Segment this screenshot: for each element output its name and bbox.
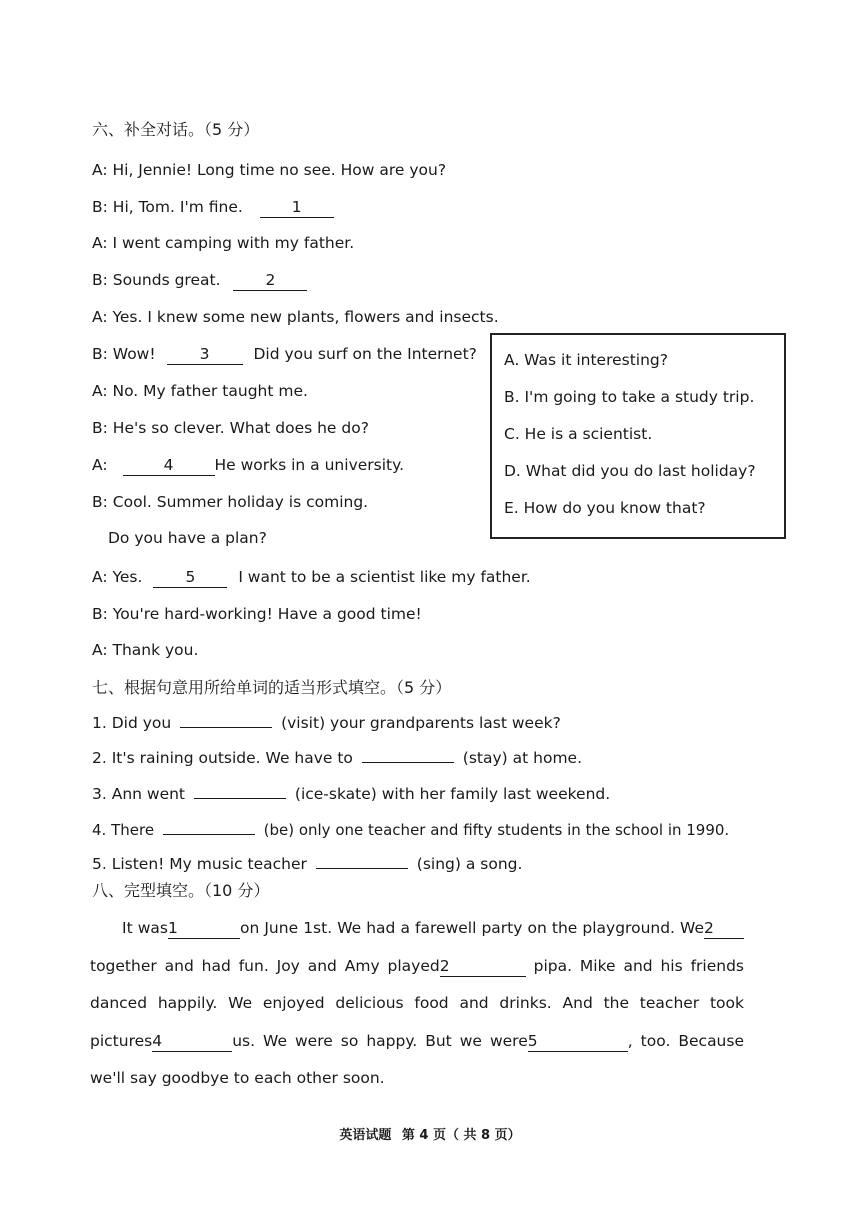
dialog-line-8: B: He's so clever. What does he do? (92, 419, 369, 437)
fill-item-text: 2. It's raining outside. We have to (92, 749, 353, 767)
fill-item-3 (92, 779, 610, 805)
answer-blank-2[interactable]: 2 (233, 271, 307, 291)
cloze-blank-4[interactable]: 4 (152, 1032, 232, 1052)
option-a: A. Was it interesting? (504, 351, 668, 369)
fill-blank-3[interactable] (194, 779, 286, 799)
section-8-heading: 八、完型填空。（10 分） (92, 881, 270, 900)
footer-subject: 英语试题 (339, 1128, 392, 1143)
passage-text: on June 1st. We had a farewell party on the playground. We (239, 919, 705, 937)
fill-blank-4[interactable] (163, 815, 255, 835)
cloze-passage (90, 910, 744, 1098)
dialog-text: B: Wow! (92, 345, 156, 363)
dialog-line-5: A: Yes. I knew some new plants, flowers and insects. (92, 308, 499, 326)
option-e: E. How do you know that? (504, 499, 706, 517)
answer-blank-1[interactable]: 1 (260, 198, 334, 218)
dialog-text: Did you surf on the Internet? (253, 345, 477, 363)
fill-item-text: 3. Ann went (92, 785, 186, 803)
dialog-line-3: A: I went camping with my father. (92, 234, 355, 252)
fill-blank-5[interactable] (316, 849, 408, 869)
passage-text: together and had fun. Joy and Amy played (90, 956, 440, 975)
dialog-text: B: Hi, Tom. I'm fine. (92, 198, 243, 216)
fill-item-text: 5. Listen! My music teacher (92, 855, 307, 873)
answer-blank-5[interactable]: 5 (153, 568, 227, 588)
cloze-blank-3[interactable]: 2 (440, 957, 526, 977)
dialog-text: He works in a university. (214, 456, 404, 474)
passage-text: pipa. Mike and his friends danced happily. We enjoyed delicious food and drinks. And the teacher took pictures (90, 956, 744, 1050)
fill-item-text: 4. There (92, 821, 155, 839)
dialog-line-9 (92, 454, 404, 476)
fill-item-text: 1. Did you (92, 714, 172, 732)
dialog-line-4 (92, 269, 307, 291)
dialog-line-2 (92, 196, 334, 218)
answer-blank-4[interactable]: 4 (123, 456, 215, 476)
dialog-text: A: (92, 456, 108, 474)
fill-item-5 (92, 849, 522, 875)
fill-item-text: (visit) your grandparents last week? (281, 714, 561, 732)
cloze-blank-2[interactable]: 2 (704, 919, 744, 939)
fill-item-1 (92, 708, 561, 734)
answer-blank-3[interactable]: 3 (167, 345, 243, 365)
fill-item-text: (be) only one teacher and fifty students in the school in 1990. (263, 821, 730, 839)
fill-item-text: (ice-skate) with her family last weekend. (294, 785, 611, 803)
dialog-line-13: B: You're hard-working! Have a good time! (92, 605, 422, 623)
option-b: B. I'm going to take a study trip. (504, 388, 755, 406)
dialog-line-11: Do you have a plan? (108, 529, 267, 547)
dialog-line-14: A: Thank you. (92, 641, 199, 659)
dialog-line-1: A: Hi, Jennie! Long time no see. How are you? (92, 161, 447, 179)
option-d: D. What did you do last holiday? (504, 462, 756, 480)
section-6-heading: 六、补全对话。（5 分） (92, 120, 260, 139)
dialog-line-10: B: Cool. Summer holiday is coming. (92, 493, 369, 511)
fill-item-text: (stay) at home. (462, 749, 583, 767)
fill-item-2 (92, 743, 582, 769)
dialog-text: B: Sounds great. (92, 271, 221, 289)
footer-page-number: 第 4 页（ 共 8 页） (401, 1128, 521, 1143)
dialog-line-6 (92, 343, 477, 365)
options-box (490, 333, 786, 539)
cloze-blank-1[interactable]: 1 (168, 919, 240, 939)
dialog-line-12 (92, 566, 531, 588)
dialog-text: I want to be a scientist like my father. (238, 568, 531, 586)
fill-blank-1[interactable] (180, 708, 272, 728)
section-7-heading: 七、根据句意用所给单词的适当形式填空。（5 分） (92, 678, 452, 697)
fill-item-4 (92, 815, 729, 841)
dialog-text: A: Yes. (92, 568, 143, 586)
fill-blank-2[interactable] (362, 743, 454, 763)
page-footer (0, 1124, 860, 1143)
option-c: C. He is a scientist. (504, 425, 653, 443)
dialog-line-7: A: No. My father taught me. (92, 382, 308, 400)
passage-text: , too. Because we'll say goodbye to each other soon. (90, 1031, 744, 1087)
cloze-blank-5[interactable]: 5 (528, 1032, 628, 1052)
fill-item-text: (sing) a song. (416, 855, 523, 873)
passage-text: us. We were so happy. But we were (232, 1031, 528, 1050)
passage-text: It was (122, 919, 168, 937)
